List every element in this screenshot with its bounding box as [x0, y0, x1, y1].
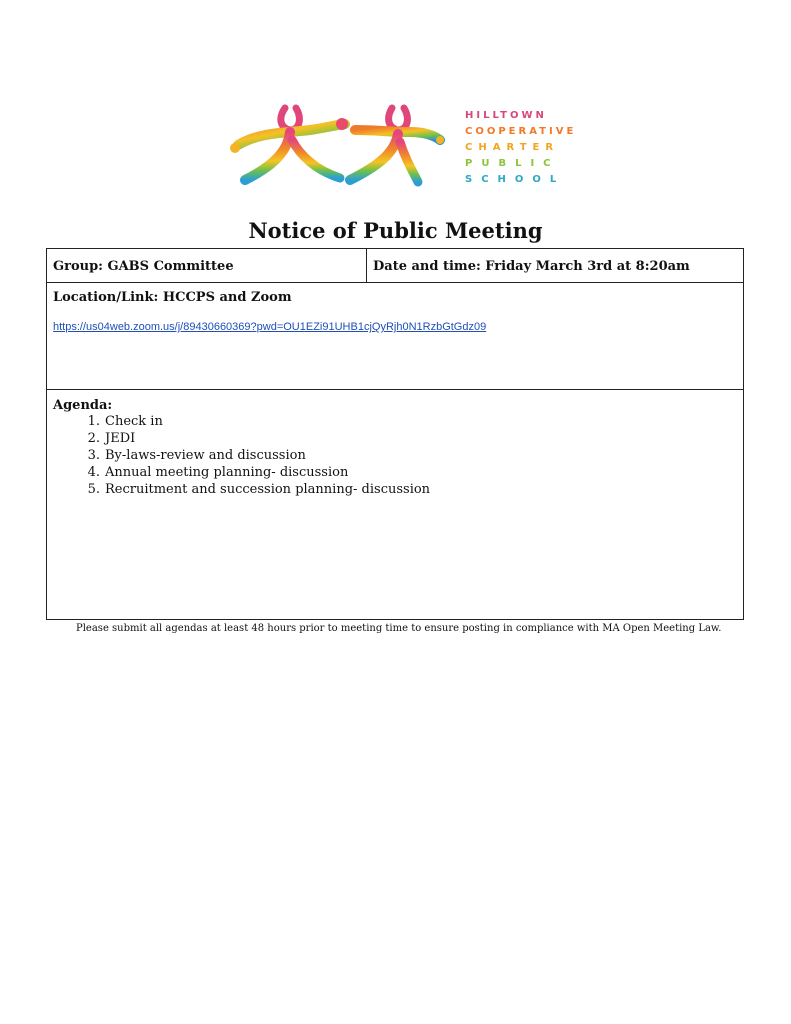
- location-field: Location/Link: HCCPS and Zoom: [53, 290, 292, 305]
- column-divider: [366, 249, 367, 282]
- agenda-item-text: Check in: [105, 414, 163, 429]
- agenda-item-number: 1.: [87, 414, 100, 429]
- group-field: Group: GABS Committee: [53, 259, 234, 274]
- agenda-item: [53, 413, 430, 430]
- agenda-item-text: By-laws-review and discussion: [105, 448, 306, 463]
- agenda-item-text: Recruitment and succession planning- discussion: [105, 482, 431, 497]
- agenda-item-number: 5.: [87, 482, 100, 497]
- agenda-item-text: Annual meeting planning- discussion: [105, 465, 349, 480]
- agenda-item: [53, 481, 430, 498]
- logo-wordmark: [465, 110, 576, 185]
- agenda-item: [53, 430, 430, 447]
- row-divider: [47, 389, 743, 390]
- agenda-label: Agenda:: [53, 398, 113, 413]
- agenda-item-number: 3.: [87, 448, 100, 463]
- logo-line-5: SCHOOL: [465, 174, 566, 185]
- zoom-link[interactable]: https://us04web.zoom.us/j/89430660369?pwd=OU1EZi91UHB1cjQyRjh0N1RzbGtGdz09: [53, 321, 487, 333]
- agenda-item-number: 2.: [87, 431, 100, 446]
- logo-line-1: HILLTOWN: [465, 110, 547, 121]
- agenda-item: [53, 447, 430, 464]
- page-title: Notice of Public Meeting: [248, 218, 543, 243]
- school-logo: [230, 100, 577, 195]
- footer-note: Please submit all agendas at least 48 hours prior to meeting time to ensure posting in compliance with MA Open Meeting Law.: [76, 623, 722, 634]
- logo-line-2: COOPERATIVE: [465, 126, 577, 137]
- logo-line-3: CHARTER: [465, 142, 560, 153]
- agenda-list: [53, 413, 430, 498]
- agenda-item: [53, 464, 430, 481]
- logo-figures-mark: [230, 108, 444, 182]
- meeting-form: [46, 248, 744, 620]
- row-divider: [47, 282, 743, 283]
- datetime-field: Date and time: Friday March 3rd at 8:20am: [373, 259, 690, 274]
- agenda-item-number: 4.: [87, 465, 100, 480]
- logo-line-4: PUBLIC: [465, 158, 560, 169]
- agenda-item-text: JEDI: [105, 431, 136, 446]
